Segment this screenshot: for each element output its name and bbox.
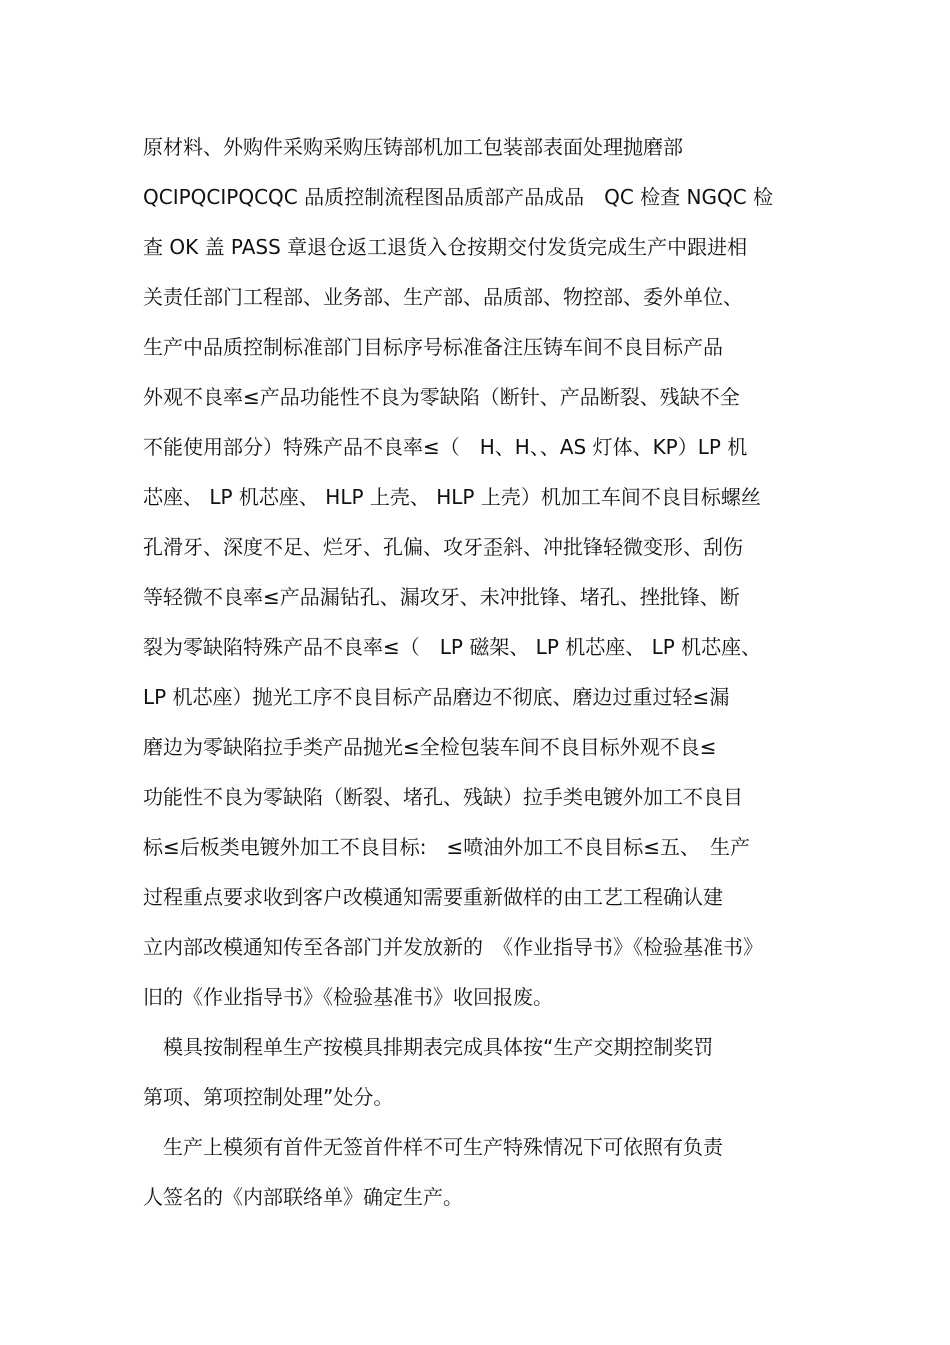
text-line-14: 功能性不良为零缺陷（断裂、堵孔、残缺）拉手类电镀外加工不良目: [143, 785, 743, 809]
text-line-6: 外观不良率≤产品功能性不良为零缺陷（断针、产品断裂、残缺不全: [143, 385, 740, 409]
text-line-10: 等轻微不良率≤产品漏钻孔、漏攻牙、未冲批锋、堵孔、挫批锋、断: [143, 585, 740, 609]
document-body: [143, 122, 823, 1222]
text-line-22: 人签名的《内部联络单》确定生产。: [143, 1185, 463, 1209]
text-line-7: 不能使用部分）特殊产品不良率≤（ H、H、、AS 灯体、KP）LP 机: [143, 435, 748, 459]
text-line-3: 查 OK 盖 PASS 章退仓返工退货入仓按期交付发货完成生产中跟进相: [143, 235, 748, 259]
text-line-9: 孔滑牙、深度不足、烂牙、孔偏、攻牙歪斜、冲批锋轻微变形、刮伤: [143, 535, 743, 559]
text-line-17: 立内部改模通知传至各部门并发放新的 《作业指导书》《检验基准书》: [143, 935, 763, 959]
text-line-19: 模具按制程单生产按模具排期表完成具体按“生产交期控制奖罚: [143, 1035, 714, 1059]
text-line-20: 第项、第项控制处理”处分。: [143, 1085, 394, 1109]
text-line-21: 生产上模须有首件无签首件样不可生产特殊情况下可依照有负责: [143, 1135, 723, 1159]
text-line-13: 磨边为零缺陷拉手类产品抛光≤全检包装车间不良目标外观不良≤: [143, 735, 717, 759]
text-line-8: 芯座、 LP 机芯座、 HLP 上壳、 HLP 上壳）机加工车间不良目标螺丝: [143, 485, 761, 509]
text-line-11: 裂为零缺陷特殊产品不良率≤（ LP 磁架、 LP 机芯座、 LP 机芯座、: [143, 635, 762, 659]
text-line-15: 标≤后板类电镀外加工不良目标: ≤喷油外加工不良目标≤五、 生产: [143, 835, 751, 859]
text-line-12: LP 机芯座）抛光工序不良目标产品磨边不彻底、磨边过重过轻≤漏: [143, 685, 730, 709]
text-line-4: 关责任部门工程部、业务部、生产部、品质部、物控部、委外单位、: [143, 285, 743, 309]
text-line-1: 原材料、外购件采购采购压铸部机加工包装部表面处理抛磨部: [143, 135, 683, 159]
text-line-16: 过程重点要求收到客户改模通知需要重新做样的由工艺工程确认建: [143, 885, 723, 909]
text-line-18: 旧的《作业指导书》《检验基准书》收回报废。: [143, 985, 553, 1009]
text-line-5: 生产中品质控制标准部门目标序号标准备注压铸车间不良目标产品: [143, 335, 723, 359]
text-line-2: QCIPQCIPQCQC 品质控制流程图品质部产品成品 QC 检查 NGQC 检: [143, 185, 774, 209]
